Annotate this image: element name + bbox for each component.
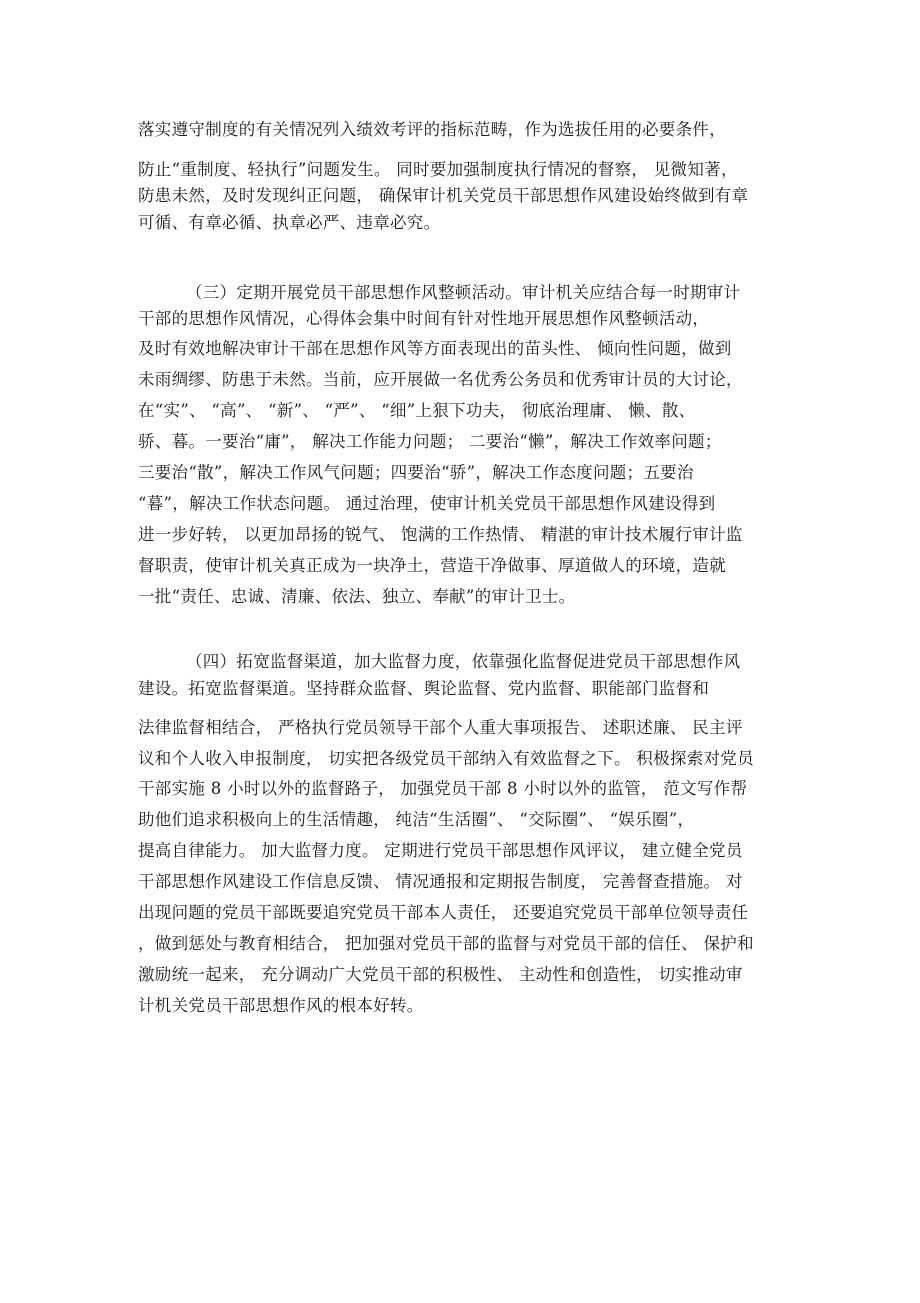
text-line: 一批“责任、忠诚、清廉、依法、独立、奉献”的审计卫士。 <box>138 587 576 606</box>
text-line: 及时有效地解决审计干部在思想作风等方面表现出的苗头性、 倾向性问题，做到 <box>138 339 732 358</box>
text-line: ，做到惩处与教育相结合， 把加强对党员干部的监督与对党员干部的信任、 保护和 <box>138 934 754 953</box>
text-line: 出现问题的党员干部既要追究党员干部本人责任， 还要追究党员干部单位领导责任 <box>138 903 749 922</box>
text-line: 可循、有章必循、执章必严、违章必究。 <box>138 213 441 232</box>
text-line: 助他们追求积极向上的生活情趣， 纯洁“生活圈”、 “交际圈”、 “娱乐圈”， <box>138 810 695 829</box>
text-line: （四）拓宽监督渠道，加大监督力度，依靠强化监督促进党员干部思想作风 <box>186 652 741 671</box>
text-line: 建设。拓宽监督渠道。坚持群众监督、舆论监督、党内监督、职能部门监督和 <box>138 679 710 698</box>
text-line: 在“实”、 “高”、 “新”、 “严”、 “细”上狠下功夫， 彻底治理庸、 懒、散、 <box>138 401 696 420</box>
text-line: 激励统一起来， 充分调动广大党员干部的积极性、 主动性和创造性， 切实推动审 <box>138 965 743 984</box>
text-line: 落实遵守制度的有关情况列入绩效考评的指标范畴，作为选拔任用的必要条件， <box>138 120 726 139</box>
text-line: 法律监督相结合， 严格执行党员领导干部个人重大事项报告、 述职述廉、 民主评 <box>138 718 743 737</box>
text-line: 防止“重制度、轻执行”问题发生。 同时要加强制度执行情况的督察， 见微知著， <box>138 160 738 179</box>
text-line: 三要治“散”，解决工作风气问题；四要治“骄”，解决工作态度问题；五要治 <box>138 463 694 482</box>
text-line: “暮”，解决工作状态问题。 通过治理，使审计机关党员干部思想作风建设得到 <box>138 494 716 513</box>
text-line: 督职责，使审计机关真正成为一块净土，营造干净做事、厚道做人的环境，造就 <box>138 556 726 575</box>
text-line: 防患未然，及时发现纠正问题， 确保审计机关党员干部思想作风建设始终做到有章 <box>138 186 749 205</box>
text-line: 干部实施 8 小时以外的监督路子， 加强党员干部 8 小时以外的监管， 范文写作帮 <box>138 779 748 798</box>
text-line: 未雨绸缪、防患于未然。当前，应开展做一名优秀公务员和优秀审计员的大讨论， <box>138 370 743 389</box>
text-line: 计机关党员干部思想作风的根本好转。 <box>138 996 424 1015</box>
text-line: 进一步好转， 以更加昂扬的锐气、 饱满的工作热情、 精湛的审计技术履行审计监 <box>138 525 743 544</box>
text-line: 议和个人收入申报制度， 切实把各级党员干部纳入有效监督之下。 积极探索对党员 <box>138 749 754 768</box>
text-line: 提高自律能力。 加大监督力度。 定期进行党员干部思想作风评议， 建立健全党员 <box>138 841 743 860</box>
text-line: 干部思想作风建设工作信息反馈、 情况通报和定期报告制度， 完善督查措施。 对 <box>138 872 743 891</box>
text-line: （三）定期开展党员干部思想作风整顿活动。审计机关应结合每一时期审计 <box>186 283 741 302</box>
text-line: 骄、暮。一要治“庸”， 解决工作能力问题； 二要治“懒”，解决工作效率问题； <box>138 432 722 451</box>
text-line: 干部的思想作风情况，心得体会集中时间有针对性地开展思想作风整顿活动， <box>138 309 710 328</box>
